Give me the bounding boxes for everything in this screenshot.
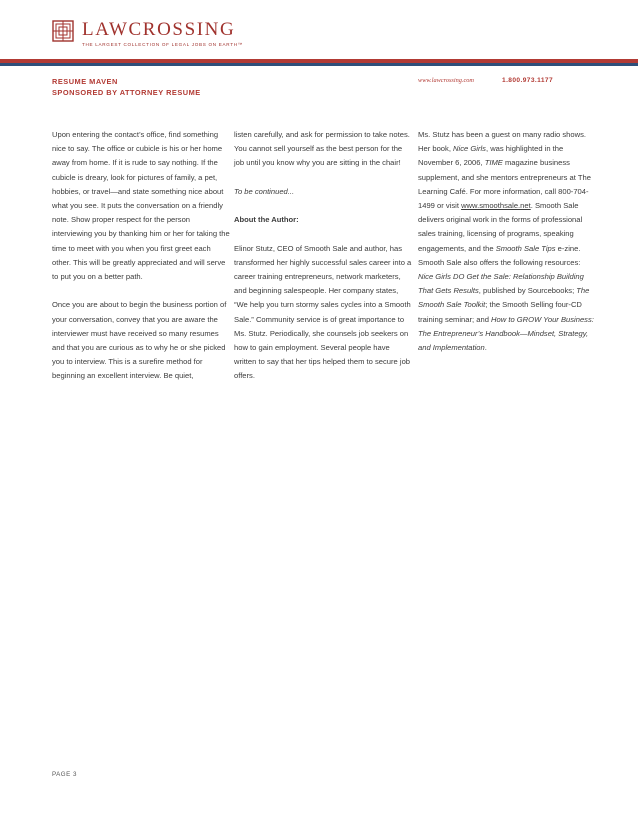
article-column-1	[52, 128, 230, 398]
header-rule-blue	[0, 63, 638, 66]
col1-paragraph-2: Once you are about to begin the business portion of your conversation, convey that you are aware the interviewer must have received so many resumes and that you are curious as to why he or she picked you to interview. This is a surefire method for beginning an excellent interview. Be quiet,	[52, 300, 227, 381]
col3-text: ; the Smooth Selling four-CD training seminar; and	[418, 300, 582, 324]
sponsor-line: SPONSORED BY ATTORNEY RESUME	[52, 88, 201, 97]
smoothsale-link[interactable]: www.smoothsale.net	[461, 201, 531, 211]
article-column-2	[234, 128, 412, 398]
site-url-link[interactable]: www.lawcrossing.com	[418, 77, 474, 84]
brand-name: LAWCROSSING	[82, 19, 236, 40]
section-title: RESUME MAVEN	[52, 77, 118, 86]
book-title-nice-girls: Nice Girls	[453, 144, 486, 154]
ezine-title: Smooth Sale Tips	[495, 243, 556, 253]
col3-text: . Smooth Sale delivers original work in the forms of professional sales training, licensing of programs, speaking engagements, and the	[418, 201, 583, 253]
col3-paragraph	[418, 128, 596, 355]
col3-text: Ms. Stutz has been a guest on many radio shows. Her book,	[418, 130, 586, 154]
col3-text: magazine business supplement, and she mentors entrepreneurs at The Learning Café. For more information, call 800-704-1499 or visit	[418, 158, 591, 211]
about-author-heading: About the Author:	[234, 215, 299, 225]
lawcrossing-grid-logo-icon	[52, 20, 74, 42]
col3-text: .	[484, 343, 487, 353]
col3-text: , was highlighted in the November 6, 2006,	[418, 144, 564, 168]
article-column-3	[418, 128, 596, 369]
col1-paragraph-1: Upon entering the contact’s office, find something nice to say. The office or cubicle is his or her home away from home. If it is rude to say nothing. If the cubicle is dreary, look for pictures of family, a pet, hobbies, or travel—and state something nice about what you see. It puts the conversation on a friendly note. Show proper respect for the person interviewing you by thanking him or her for taking the time to meet with you when you first greet each other. This will be greatly appreciated and will serve to put you on a better path.	[52, 130, 230, 282]
magazine-title-time: TIME	[484, 158, 503, 168]
col3-text: , published by Sourcebooks;	[478, 286, 577, 296]
toolkit-title: The Smooth Sale Toolkit	[418, 286, 590, 310]
brand-tagline: THE LARGEST COLLECTION OF LEGAL JOBS ON EARTH™	[82, 42, 244, 47]
col2-paragraph-1: listen carefully, and ask for permission to take notes. You cannot sell yourself as the best person for the job until you know why you are sitting in the chair!	[234, 130, 410, 168]
section-header	[52, 76, 201, 98]
handbook-title: How to GROW Your Business: The Entrepreneur’s Handbook—Mindset, Strategy, and Implementation	[418, 314, 594, 353]
phone-number: 1.800.973.1177	[502, 77, 554, 84]
book-title-nice-girls-do-get-the-sale: Nice Girls DO Get the Sale: Relationship Building That Gets Results	[418, 272, 584, 296]
to-be-continued: To be continued...	[234, 186, 295, 196]
about-author-text: Elinor Stutz, CEO of Smooth Sale and author, has transformed her highly successful sales career into a career training entrepreneurs, network marketers, and beginning salespeople. Her company states, “We help you turn stormy sales cycles into a Smooth Sale.” Community service is of great importance to Ms. Stutz. Periodically, she counsels job seekers on how to gain employment. Several people have written to say that her tips helped them to secure job offers.	[234, 243, 412, 381]
lawcrossing-logo	[52, 20, 243, 47]
col3-text: e-zine. Smooth Sale also offers the following resources:	[418, 243, 581, 267]
page-number: PAGE 3	[52, 771, 77, 778]
